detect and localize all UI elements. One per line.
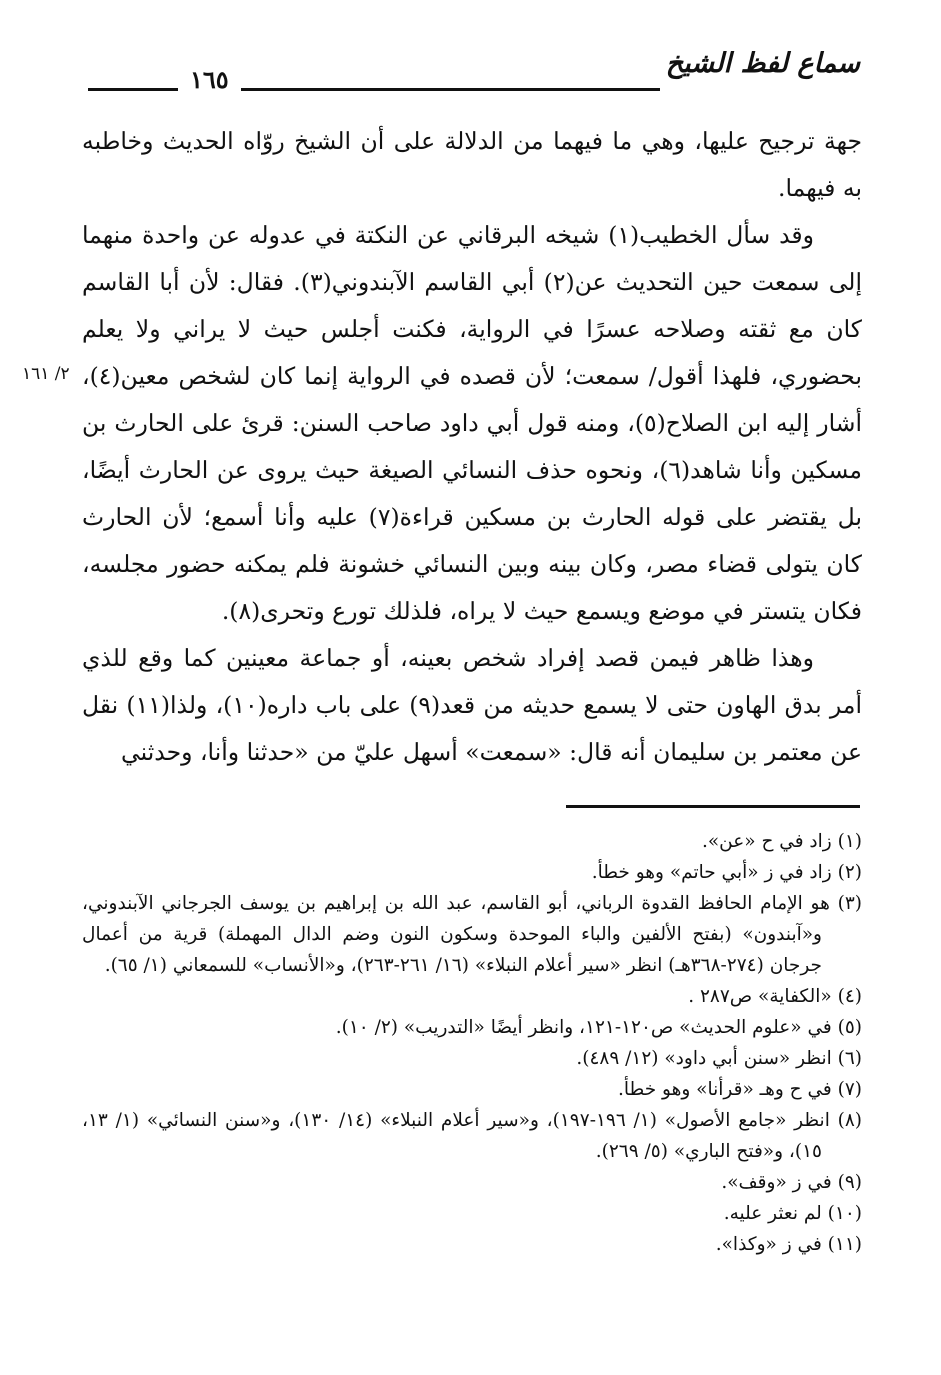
- footnote: (٦) انظر «سنن أبي داود» (١٢/ ٤٨٩).: [576, 1048, 862, 1069]
- running-header: [88, 48, 860, 94]
- footnote: (٤) «الكفاية» ص٢٨٧ .: [688, 986, 862, 1007]
- chapter-title: سماع لفظ الشيخ: [665, 48, 860, 79]
- margin-page-reference: ٢/ ١٦١: [22, 364, 70, 384]
- paragraph: وقد سأل الخطيب(١) شيخه البرقاني عن النكتة في عدوله عن واحدة منهما إلى سمعت حين التحديث عن(٢) أبي القاسم الآبندوني(٣). فقال: لأن أبا القاسم كان مع ثقته وصلاحه عسرًا في الرواية، فكنت أجلس حيث لا يراني ولا يعلم بحضوري، فلهذا أقول/ سمعت؛ لأن قصده في الرواية إنما كان لشخص معين(٤)، أشار إليه ابن الصلاح(٥)، ومنه قول أبي داود صاحب السنن: قرئ على الحارث بن مسكين وأنا شاهد(٦)، ونحوه حذف النسائي الصيغة حيث يروى عن الحارث أيضًا، بل يقتضر على قوله الحارث بن مسكين قراءة(٧) عليه وأنا أسمع؛ لأن الحارث كان يتولى قضاء مصر، وكان بينه وبين النسائي خشونة فلم يمكنه حضور مجلسه، فكان يتستر في موضع ويسمع حيث لا يراه، فلذلك تورع وتحرى(٨).: [82, 221, 863, 625]
- footnote: (١٠) لم نعثر عليه.: [723, 1203, 862, 1224]
- footnotes: [82, 826, 862, 1260]
- footnote: (٥) في «علوم الحديث» ص١٢٠-١٢١، وانظر أيضًا «التدريب» (٢/ ١٠).: [335, 1017, 862, 1038]
- footnote: (٧) في ح وهـ «قرأنا» وهو خطأ.: [618, 1079, 862, 1100]
- footnote: (١١) في ز «وكذا».: [715, 1234, 862, 1255]
- footnote: (٢) زاد في ز «أبي حاتم» وهو خطأ.: [591, 862, 862, 883]
- header-rule: [88, 88, 660, 91]
- footnote: (٩) في ز «وقف».: [721, 1172, 862, 1193]
- paragraph: جهة ترجيح عليها، وهي ما فيهما من الدلالة على أن الشيخ روّاه الحديث وخاطبه به فيهما.: [82, 127, 862, 202]
- paragraph: وهذا ظاهر فيمن قصد إفراد شخص بعينه، أو جماعة معينين كما وقع للذي أمر بدق الهاون حتى لا يسمع حديثه من قعد(٩) على باب داره(١٠)، ولذا(١١) نقل عن معتمر بن سليمان أنه قال: «سمعت» أسهل عليّ من «حدثنا وأنا، وحدثني: [82, 644, 862, 766]
- footnote-separator: [566, 805, 860, 808]
- footnote: (٨) انظر «جامع الأصول» (١/ ١٩٦-١٩٧)، و«سير أعلام النبلاء» (١٤/ ١٣٠)، و«سنن النسائي» (١/ ١٣، ١٥)، و«فتح الباري» (٥/ ٢٦٩).: [82, 1110, 862, 1162]
- page-number: ١٦٥: [178, 66, 241, 94]
- footnote: (٣) هو الإمام الحافظ القدوة الرباني، أبو القاسم، عبد الله بن إبراهيم بن يوسف الجرجاني الآبندوني، و«آبندون» (بفتح الألفين والباء الموحدة وسكون النون وضم الدال المهملة) قرية من أعمال جرجان (٢٧٤-٣٦٨هـ) انظر «سير أعلام النبلاء» (١٦/ ٢٦١-٢٦٣)، و«الأنساب» للسمعاني (١/ ٦٥).: [82, 893, 862, 976]
- footnote: (١) زاد في ح «عن».: [701, 831, 862, 852]
- main-text: [82, 118, 862, 776]
